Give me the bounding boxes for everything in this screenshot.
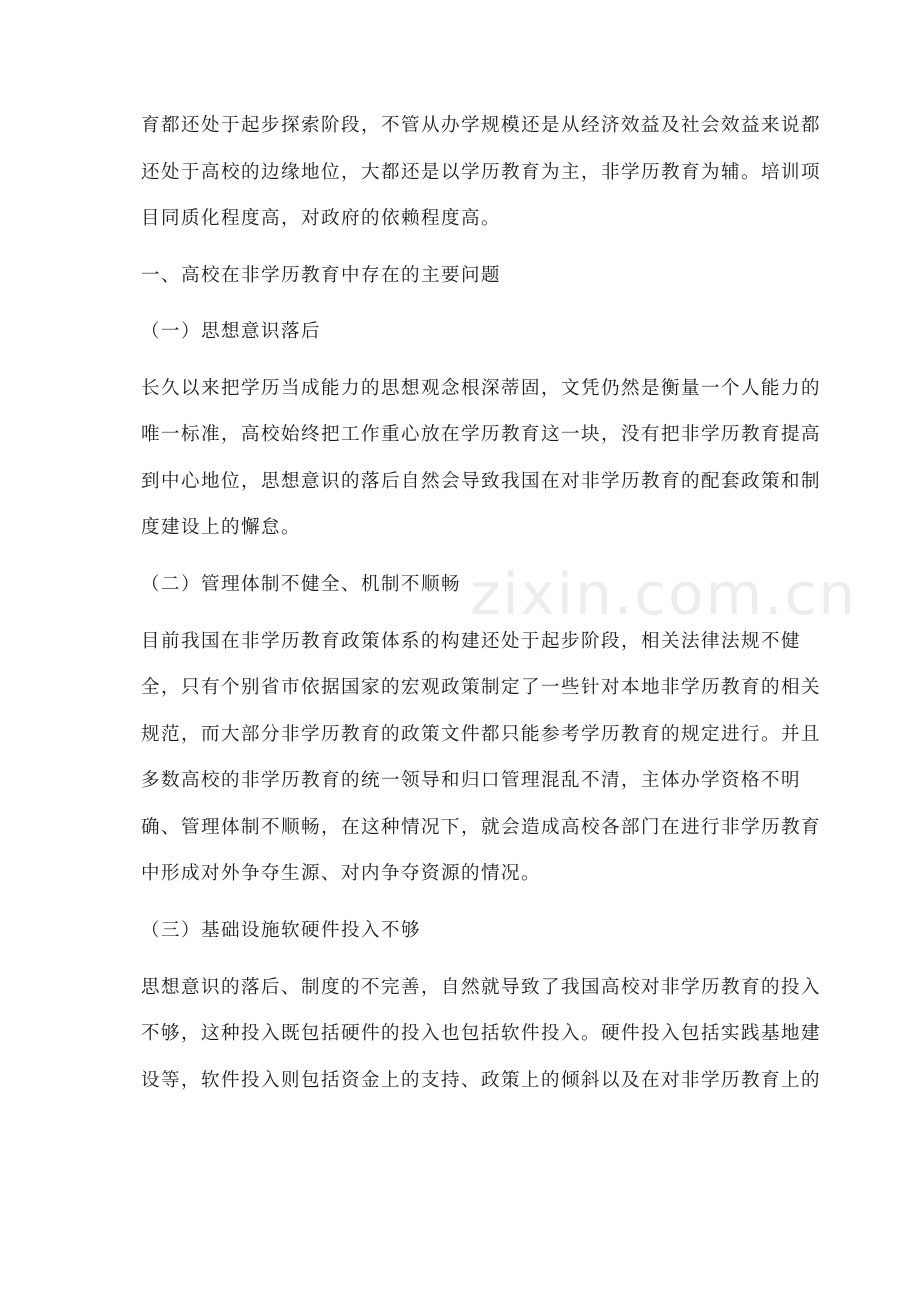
paragraph-line: 多数高校的非学历教育的统一领导和归口管理混乱不清，主体办学资格不明: [141, 770, 802, 791]
subsection-heading: （一）思想意识落后: [141, 321, 322, 342]
paragraph-line: 中形成对外争夺生源、对内争夺资源的情况。: [141, 863, 542, 884]
paragraph-line: 唯一标准，高校始终把工作重心放在学历教育这一块，没有把非学历教育提高: [141, 424, 822, 445]
paragraph-line: 到中心地位，思想意识的落后自然会导致我国在对非学历教育的配套政策和制: [141, 471, 822, 492]
paragraph-line: 设等，软件投入则包括资金上的支持、政策上的倾斜以及在对非学历教育上的: [141, 1070, 822, 1091]
paragraph-line: 度建设上的懈怠。: [141, 517, 302, 538]
subsection-heading: （二）管理体制不健全、机制不顺畅: [141, 574, 462, 595]
paragraph-line: 规范，而大部分非学历教育的政策文件都只能参考学历教育的规定进行。并且: [141, 724, 822, 745]
section-heading: 一、高校在非学历教育中存在的主要问题: [141, 265, 502, 286]
paragraph-line: 还处于高校的边缘地位，大都还是以学历教育为主，非学历教育为辅。培训项: [141, 162, 822, 183]
paragraph-line: 全，只有个别省市依据国家的宏观政策制定了一些针对本地非学历教育的相关: [141, 677, 822, 698]
paragraph-line: 不够，这种投入既包括硬件的投入也包括软件投入。硬件投入包括实践基地建: [141, 1023, 822, 1044]
subsection-heading: （三）基础设施软硬件投入不够: [141, 920, 422, 941]
paragraph-line: 育都还处于起步探索阶段，不管从办学规模还是从经济效益及社会效益来说都: [141, 115, 822, 136]
watermark: zixin.com.cn: [470, 560, 858, 628]
paragraph-line: 确、管理体制不顺畅，在这种情况下，就会造成高校各部门在进行非学历教育: [141, 817, 822, 838]
paragraph-line: 长久以来把学历当成能力的思想观念根深蒂固，文凭仍然是衡量一个人能力的: [141, 378, 822, 399]
paragraph-line: 目同质化程度高，对政府的依赖程度高。: [141, 208, 502, 229]
paragraph-line: 思想意识的落后、制度的不完善，自然就导致了我国高校对非学历教育的投入: [141, 977, 822, 998]
paragraph-line: 目前我国在非学历教育政策体系的构建还处于起步阶段，相关法律法规不健: [141, 631, 802, 652]
